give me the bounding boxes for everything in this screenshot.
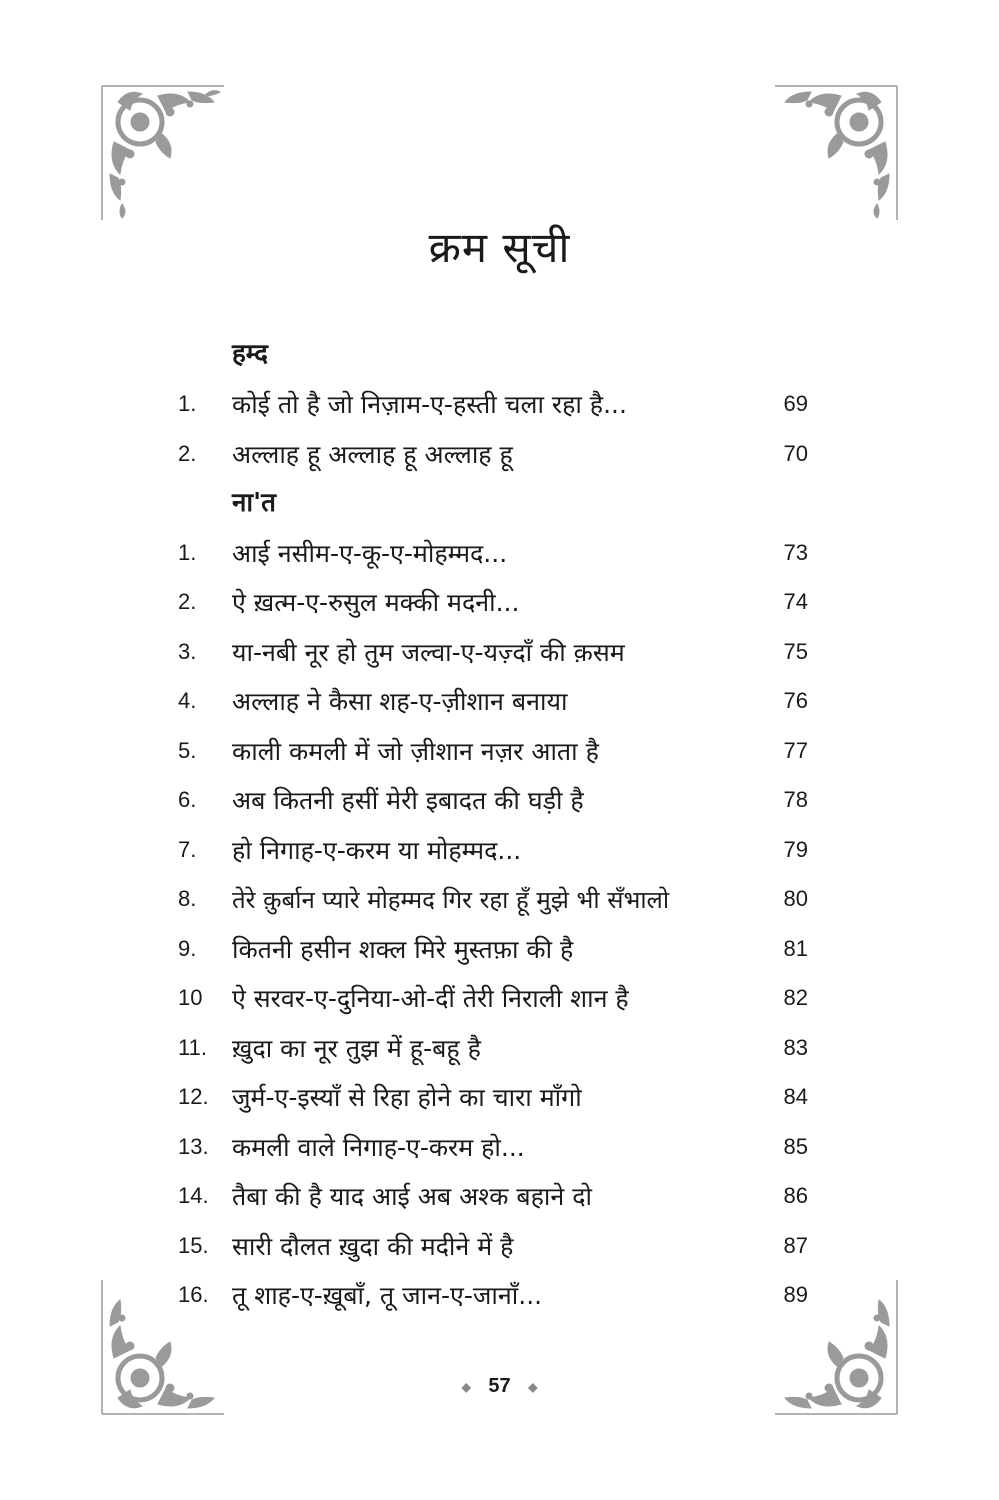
entry-number: 12.: [178, 1084, 209, 1110]
entry-title: काली कमली में जो ज़ीशान नज़र आता है: [232, 736, 599, 766]
entry-number: 6.: [178, 787, 197, 813]
entry-number: 5.: [178, 737, 197, 763]
entry-number: 14.: [178, 1183, 209, 1209]
section-heading-naat: ना'त: [232, 487, 276, 518]
entry-page-number: 76: [783, 688, 808, 714]
toc-entry[interactable]: [178, 627, 808, 677]
entry-title: तू शाह-ए-ख़ूबाँ, तू जान-ए-जानाँ...: [232, 1281, 543, 1311]
entry-number: 13.: [178, 1133, 209, 1159]
entry-number: 2.: [178, 440, 197, 466]
toc-entry[interactable]: [178, 924, 808, 974]
entry-page-number: 77: [783, 737, 808, 763]
entry-page-number: 73: [783, 539, 808, 565]
toc-entry[interactable]: [178, 1221, 808, 1271]
diamond-icon: ◆: [528, 1379, 538, 1394]
toc-entry[interactable]: [178, 1271, 808, 1321]
entry-title: सारी दौलत ख़ुदा की मदीने में है: [232, 1231, 514, 1261]
entry-page-number: 85: [783, 1133, 808, 1159]
entry-number: 4.: [178, 688, 197, 714]
entry-page-number: 74: [783, 589, 808, 615]
entry-title: कमली वाले निगाह-ए-करम हो...: [232, 1132, 525, 1162]
entry-number: 11.: [178, 1034, 207, 1060]
entry-title: तेरे क़ुर्बान प्यारे मोहम्मद गिर रहा हूँ मुझे भी सँभालो: [232, 885, 670, 914]
entry-number: 9.: [178, 935, 197, 961]
entry-page-number: 69: [783, 391, 808, 417]
floral-ornament-icon: [769, 82, 899, 222]
entry-title: अल्लाह ने कैसा शह-ए-ज़ीशान बनाया: [232, 687, 568, 717]
entry-page-number: 75: [783, 638, 808, 664]
entry-title: आई नसीम-ए-कू-ए-मोहम्मद...: [232, 538, 508, 568]
entry-title: हो निगाह-ए-करम या मोहम्मद...: [232, 835, 522, 865]
entry-title: ख़ुदा का नूर तुझ में हू-बहू है: [232, 1033, 481, 1063]
toc-entry[interactable]: [178, 528, 808, 578]
toc-entry[interactable]: [178, 1172, 808, 1222]
entry-title: अब कितनी हसीं मेरी इबादत की घड़ी है: [232, 786, 584, 816]
page-title: क्रम सूची: [428, 223, 571, 272]
entry-number: 1.: [178, 539, 197, 565]
toc-entry[interactable]: [178, 677, 808, 727]
entry-page-number: 89: [783, 1282, 808, 1308]
entry-page-number: 86: [783, 1183, 808, 1209]
toc-entry[interactable]: [178, 825, 808, 875]
page-number: 57: [488, 1375, 511, 1397]
entry-number: 8.: [178, 886, 197, 912]
entry-page-number: 83: [783, 1034, 808, 1060]
section-heading-hamd: हम्द: [232, 339, 268, 369]
entry-page-number: 79: [783, 836, 808, 862]
toc-entry[interactable]: [178, 726, 808, 776]
entry-page-number: 80: [783, 886, 808, 912]
entry-title: ऐ सरवर-ए-दुनिया-ओ-दीं तेरी निराली शान है: [232, 984, 629, 1014]
entry-number: 3.: [178, 638, 197, 664]
table-of-contents: [178, 330, 808, 1320]
corner-ornament-top-right: [769, 82, 899, 222]
toc-entry[interactable]: [178, 429, 808, 479]
entry-page-number: 84: [783, 1084, 808, 1110]
entry-number: 15.: [178, 1232, 209, 1258]
entry-title: तैबा की है याद आई अब अश्क बहाने दो: [232, 1182, 592, 1212]
entry-title: अल्लाह हू अल्लाह हू अल्लाह हू: [232, 439, 513, 469]
entry-title: कोई तो है जो निज़ाम-ए-हस्ती चला रहा है...: [232, 390, 627, 420]
toc-entry[interactable]: [178, 1073, 808, 1123]
entry-number: 2.: [178, 589, 197, 615]
entry-number: 1.: [178, 391, 197, 417]
toc-entry[interactable]: [178, 380, 808, 430]
toc-entry[interactable]: [178, 1122, 808, 1172]
toc-entry[interactable]: [178, 1023, 808, 1073]
entry-number: 10: [178, 985, 203, 1011]
entry-page-number: 70: [783, 440, 808, 466]
entry-number: 16.: [178, 1282, 209, 1308]
corner-ornament-top-left: [100, 82, 230, 222]
toc-entry[interactable]: [178, 776, 808, 826]
entry-number: 7.: [178, 836, 197, 862]
entry-title: जुर्म-ए-इस्याँ से रिहा होने का चारा माँगो: [232, 1083, 582, 1113]
entry-title: कितनी हसीन शक्ल मिरे मुस्तफ़ा की है: [232, 934, 574, 964]
diamond-icon: ◆: [461, 1379, 471, 1394]
toc-entry[interactable]: [178, 578, 808, 628]
entry-page-number: 81: [783, 935, 808, 961]
toc-entry[interactable]: [178, 974, 808, 1024]
entry-title: या-नबी नूर हो तुम जल्वा-ए-यज़्दाँ की क़सम: [232, 637, 625, 667]
page-footer: [0, 1375, 999, 1398]
toc-entry[interactable]: [178, 875, 808, 925]
entry-page-number: 82: [783, 985, 808, 1011]
entry-title: ऐ ख़त्म-ए-रुसुल मक्की मदनी...: [232, 588, 520, 618]
entry-page-number: 87: [783, 1232, 808, 1258]
entry-page-number: 78: [783, 787, 808, 813]
floral-ornament-icon: [100, 82, 230, 222]
